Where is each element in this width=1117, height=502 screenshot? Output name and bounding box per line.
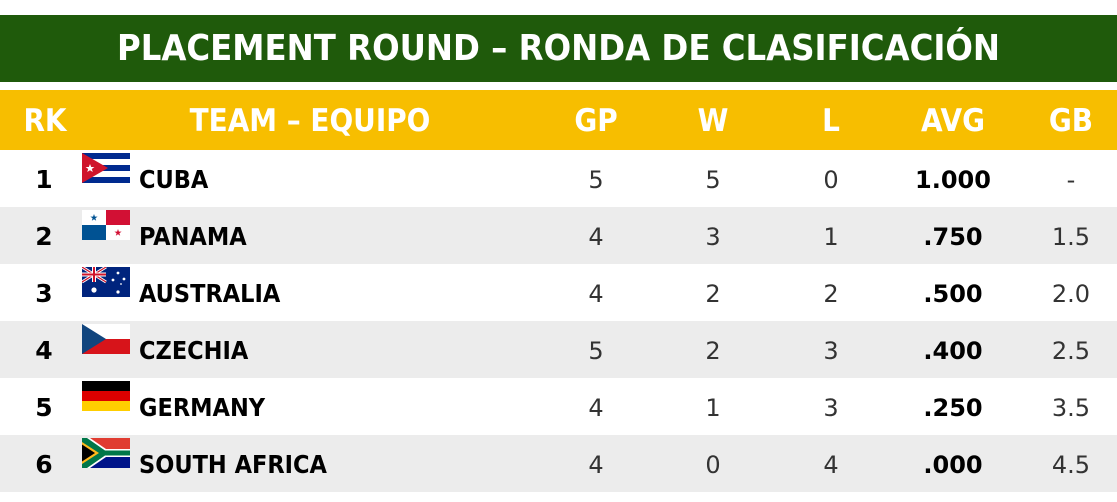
rank-cell: 3 — [35, 279, 53, 308]
standings-header-row — [0, 90, 1117, 150]
header-games-behind: GB — [1048, 103, 1094, 139]
header-losses: L — [822, 103, 840, 139]
table-row — [0, 378, 1117, 435]
games-behind-cell: 3.5 — [1051, 394, 1091, 422]
losses-cell: 0 — [823, 166, 839, 194]
header-average: AVG — [921, 103, 985, 139]
games-played-cell: 5 — [588, 166, 604, 194]
header-games-played: GP — [574, 103, 618, 139]
rank-cell: 6 — [35, 450, 53, 479]
table-row — [0, 321, 1117, 378]
average-cell: .400 — [923, 337, 983, 365]
wins-cell: 0 — [705, 451, 721, 479]
cuba-flag-icon — [82, 153, 130, 183]
table-row — [0, 435, 1117, 492]
average-cell: .000 — [923, 451, 983, 479]
losses-cell: 1 — [823, 223, 839, 251]
games-played-cell: 4 — [588, 223, 604, 251]
south-africa-flag-icon — [82, 438, 130, 468]
average-cell: .500 — [923, 280, 983, 308]
rank-cell: 4 — [35, 336, 53, 365]
team-name: CZECHIA — [139, 336, 249, 365]
games-played-cell: 4 — [588, 280, 604, 308]
panama-flag-icon — [82, 210, 130, 240]
wins-cell: 2 — [705, 280, 721, 308]
games-behind-cell: 1.5 — [1051, 223, 1091, 251]
team-name: CUBA — [139, 165, 209, 194]
rank-cell: 2 — [35, 222, 53, 251]
games-behind-cell: - — [1066, 166, 1076, 194]
average-cell: 1.000 — [915, 166, 991, 194]
games-played-cell: 5 — [588, 337, 604, 365]
australia-flag-icon — [82, 267, 130, 297]
team-name: SOUTH AFRICA — [139, 450, 327, 479]
games-behind-cell: 2.0 — [1051, 280, 1091, 308]
games-played-cell: 4 — [588, 394, 604, 422]
header-team: TEAM – EQUIPO — [189, 103, 431, 139]
average-cell: .250 — [923, 394, 983, 422]
header-wins: W — [697, 103, 729, 139]
rank-cell: 1 — [35, 165, 53, 194]
team-name: GERMANY — [139, 393, 266, 422]
losses-cell: 4 — [823, 451, 839, 479]
header-rank: RK — [23, 103, 67, 139]
games-behind-cell: 4.5 — [1051, 451, 1091, 479]
germany-flag-icon — [82, 381, 130, 411]
average-cell: .750 — [923, 223, 983, 251]
wins-cell: 5 — [705, 166, 721, 194]
team-name: PANAMA — [139, 222, 247, 251]
wins-cell: 2 — [705, 337, 721, 365]
table-row — [0, 150, 1117, 207]
wins-cell: 3 — [705, 223, 721, 251]
standings-title: PLACEMENT ROUND – RONDA DE CLASIFICACIÓN — [0, 15, 1117, 82]
losses-cell: 2 — [823, 280, 839, 308]
table-row — [0, 264, 1117, 321]
losses-cell: 3 — [823, 337, 839, 365]
czechia-flag-icon — [82, 324, 130, 354]
table-row — [0, 207, 1117, 264]
games-played-cell: 4 — [588, 451, 604, 479]
rank-cell: 5 — [35, 393, 53, 422]
team-name: AUSTRALIA — [139, 279, 281, 308]
wins-cell: 1 — [705, 394, 721, 422]
losses-cell: 3 — [823, 394, 839, 422]
games-behind-cell: 2.5 — [1051, 337, 1091, 365]
